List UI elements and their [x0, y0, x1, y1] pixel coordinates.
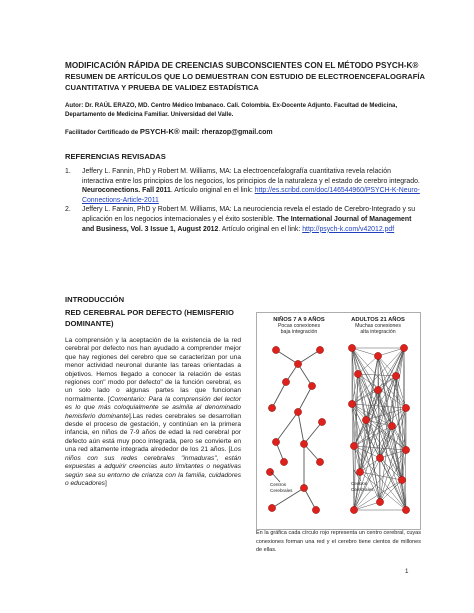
brain-center-node	[348, 400, 355, 407]
comment-text: Comentario: Para la comprensión del lector es lo que más coloquialmente se asimila al denominado hemisferio dominante	[65, 395, 242, 420]
brain-center-node	[294, 408, 301, 415]
brain-center-node	[272, 346, 279, 353]
facilitator-line	[65, 127, 425, 137]
brain-center-node	[392, 372, 399, 379]
brain-center-node	[376, 498, 383, 505]
references-list	[65, 167, 420, 234]
figure-frame	[257, 313, 421, 530]
network-diagram	[256, 312, 421, 530]
left-centers-label-1: Centros	[270, 482, 287, 487]
right-panel-title: ADULTOS 21 AÑOS	[351, 317, 405, 323]
reference-item	[65, 167, 420, 205]
brain-center-node	[348, 344, 355, 351]
mail-label: mail:	[179, 127, 202, 136]
brain-center-node	[402, 404, 409, 411]
brain-center-node	[266, 468, 273, 475]
facilitator-prefix: Facilitador Certificado de	[65, 129, 140, 136]
brain-center-node	[400, 344, 407, 351]
brain-center-node	[350, 442, 357, 449]
brain-center-node	[300, 440, 307, 447]
brain-center-node	[300, 484, 307, 491]
brain-center-node	[316, 346, 323, 353]
reference-text: Jeffery L. Fannin, PhD y Robert M. Williams, MA: La electroencefalografía cuantitativa revela relación interactiva entre los principios de los negocios, los principios de la naturaleza y el estado de cerebro integrado.	[82, 168, 420, 185]
intro-heading: INTRODUCCIÓN	[65, 295, 125, 304]
brain-center-node	[280, 458, 287, 465]
brain-center-node	[312, 506, 319, 513]
section-subheading: RED CEREBRAL POR DEFECTO (HEMISFERIO DOMINANTE)	[65, 308, 234, 328]
reference-journal: The International Journal of Management and Business, Vol. 3 Issue 1, August 2012	[82, 215, 412, 233]
brain-center-node	[268, 504, 275, 511]
brain-center-node	[374, 386, 381, 393]
comment-text: Los niños con sus redes cerebrales "inmaduras", están expuestas a adquirir creencias auto limitantes o negativas según sea su entorno de crianza con la familia, cuidadores o educadores	[65, 446, 241, 487]
title-line-2: RESUMEN DE ARTÍCULOS QUE LO DEMUESTRAN CON ESTUDIO DE ELECTROENCEFALOGRAFÍA CUANTITATIVA Y PRUEBA DE VALIDEZ ESTADÍSTICA	[65, 72, 425, 92]
author-info: Autor: Dr. RAÚL ERAZO, MD. Centro Médico Imbanaco. Cali. Colombia. Ex-Docente Adjunto. Facultad de Medicina, Departamento de Medicina Familiar. Universidad del Valle.	[65, 102, 398, 118]
reference-link[interactable]: http://es.scribd.com/doc/146544960/PSYCH-K-Neuro-Connections-Article-2011	[82, 187, 420, 204]
brain-center-node	[272, 438, 279, 445]
reference-after: . Artículo original en el link:	[218, 225, 303, 233]
reference-text: Jeffery L. Fannin, PhD y Robert M. Williams, MA: La neurociencia revela el estado de Cerebro-Integrado y su aplicación en los negocios internacionales y el éxito sostenible.	[82, 206, 416, 223]
references-heading: REFERENCIAS REVISADAS	[65, 152, 166, 161]
intro-paragraph	[65, 337, 241, 488]
facilitator-email: rherazop@gmail.com	[201, 129, 273, 136]
reference-number: 2.	[65, 206, 71, 214]
brain-center-node	[374, 352, 381, 359]
brain-center-node	[282, 378, 289, 385]
brain-center-node	[350, 506, 357, 513]
brain-center-node	[398, 476, 405, 483]
brain-center-node	[308, 382, 315, 389]
figure-caption: En la gráfica cada círculo rojo representa un centro cerebral, cuyas conexiones forman una red y el cerebro tiene cientos de millones de ellas.	[256, 530, 421, 553]
paragraph-text: ]	[104, 479, 107, 487]
brain-center-node	[318, 418, 325, 425]
facilitator-brand: PSYCH-K®	[139, 127, 180, 136]
right-panel-sub2: alta integración	[360, 329, 396, 335]
brain-center-node	[356, 468, 363, 475]
right-centers-label-2: Cerebrales	[351, 487, 374, 492]
reference-item	[65, 205, 420, 234]
right-panel-sub1: Muchas conexiones	[355, 323, 401, 329]
brain-network-figure	[256, 312, 421, 530]
paragraph-text: La comprensión y la aceptación de la existencia de la red cerebral por defecto nos han ayudado a comprender mejor que hay regiones del cerebro que se caracterizan por una menor actividad neuronal durante las tareas orientadas a objetivos. Hemos llegado a conocer la relación de estas regiones con" modo por defecto" de la función cerebral, es un solo lado o algunas partes las que funcionan normalmente. [	[65, 337, 241, 403]
brain-center-node	[268, 404, 275, 411]
brain-center-node	[362, 416, 369, 423]
paragraph-text: ].Las redes cerebrales se desarrollan desde el proceso de gestación, y continúan en la primera infancia, en niños de 7-9 años de edad la red cerebral por defecto aún está muy poco integrada, pero se convierte en una red altamente integrada alrededor de los 21 años. [	[65, 412, 241, 454]
reference-link[interactable]: http://psych-k.com/v42012.pdf	[302, 225, 395, 233]
left-panel-sub2: baja integración	[280, 329, 318, 335]
reference-journal: Neuroconections. Fall 2011	[82, 187, 171, 195]
brain-center-node	[402, 506, 409, 513]
left-panel-title: NIÑOS 7 A 9 AÑOS	[273, 317, 325, 323]
brain-center-node	[376, 454, 383, 461]
brain-center-node	[354, 370, 361, 377]
reference-after: . Artículo original en el link:	[170, 187, 255, 195]
brain-center-node	[402, 446, 409, 453]
brain-center-node	[388, 422, 395, 429]
right-centers-label-1: Centros	[351, 481, 368, 486]
brain-center-node	[294, 360, 301, 367]
left-panel-sub1: Pocas conexiones	[277, 323, 321, 329]
title-line-1: MODIFICACIÓN RÁPIDA DE CREENCIAS SUBCONSCIENTES CON EL MÉTODO PSYCH-K®	[65, 61, 419, 70]
brain-center-node	[316, 458, 323, 465]
document-title	[65, 60, 425, 93]
left-centers-label-2: Cerebrales	[270, 488, 293, 493]
reference-number: 1.	[65, 168, 71, 175]
page-number: 1	[405, 568, 409, 575]
